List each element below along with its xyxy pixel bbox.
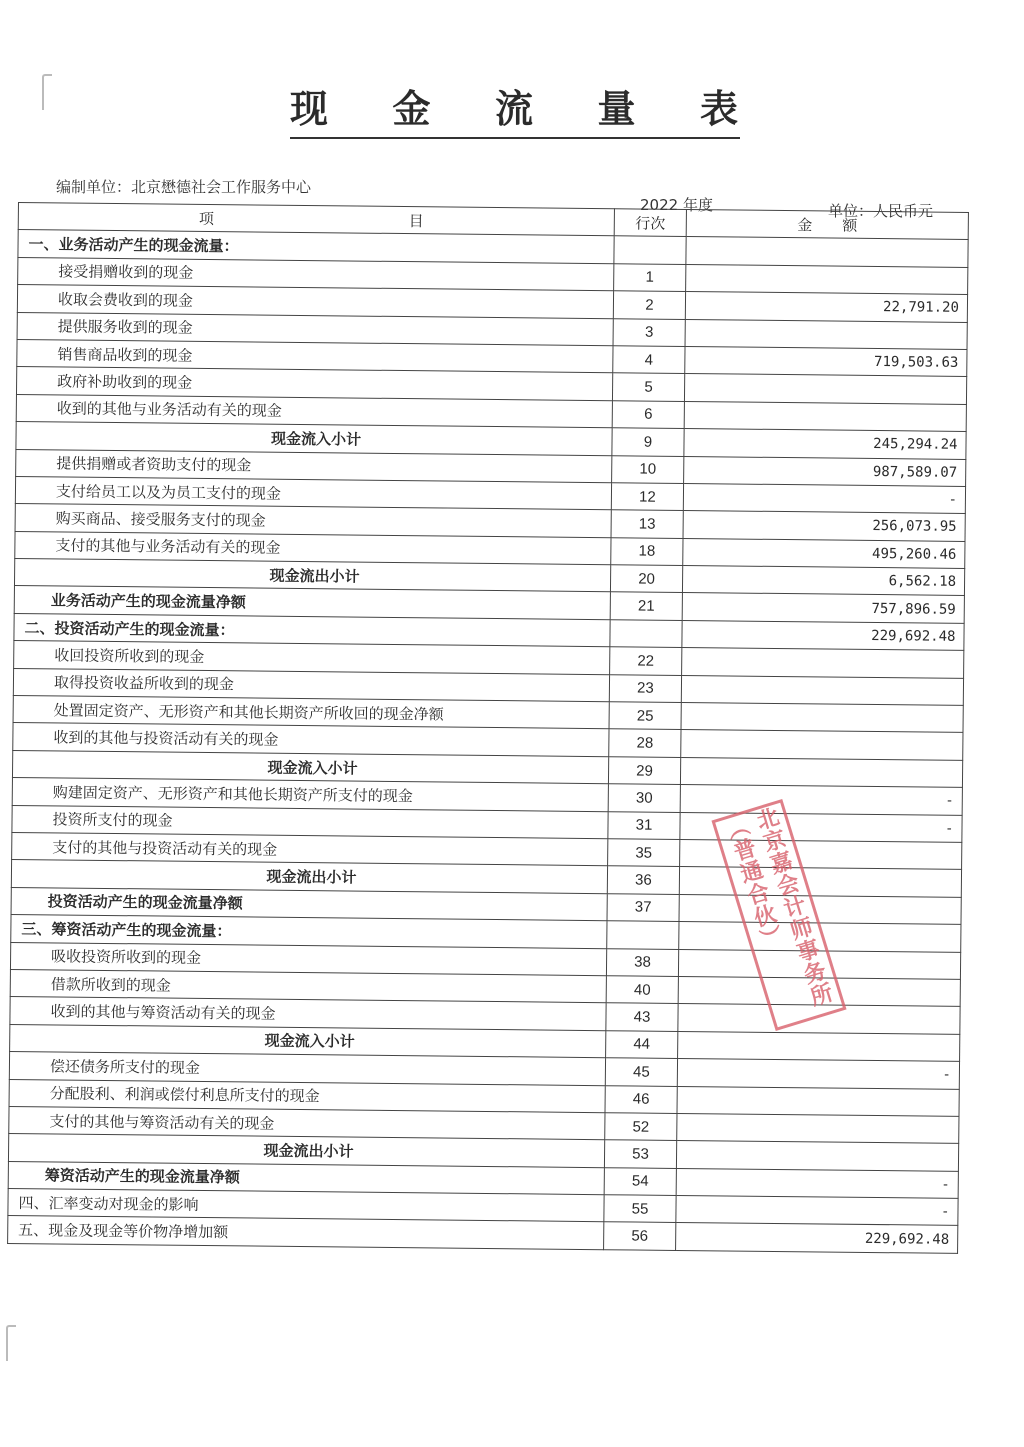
- header-amount: 金 额: [686, 210, 968, 240]
- row-amount: 256,073.95: [683, 511, 965, 541]
- header-item-right: 目: [408, 211, 424, 230]
- row-item-label: 购买商品、接受服务支付的现金: [15, 504, 611, 538]
- row-line-no: 12: [611, 483, 683, 511]
- row-amount: [684, 401, 966, 431]
- cash-flow-table-wrapper: [7, 202, 968, 1254]
- row-item-label: 现金流入小计: [10, 1024, 606, 1058]
- row-item-label: 业务活动产生的现金流量净额: [14, 586, 610, 620]
- row-amount: -: [683, 483, 965, 513]
- row-item-label: 购建固定资产、无形资产和其他长期资产所支付的现金: [12, 778, 608, 812]
- row-line-no: 28: [609, 729, 681, 757]
- row-amount: 495,260.46: [683, 538, 965, 568]
- row-amount: 719,503.63: [685, 346, 967, 376]
- row-item-label: 现金流出小计: [14, 559, 610, 593]
- row-line-no: 46: [605, 1085, 677, 1113]
- row-item-label: 三、筹资活动产生的现金流量：: [11, 915, 607, 949]
- row-item-label: 收回投资所收到的现金: [14, 641, 610, 675]
- row-line-no: 5: [612, 373, 684, 401]
- row-item-label: 销售商品收到的现金: [17, 339, 613, 373]
- row-line-no: 29: [608, 757, 680, 785]
- page-title: [290, 78, 740, 139]
- row-amount: [679, 867, 961, 897]
- row-line-no: 10: [612, 455, 684, 483]
- row-line-no: 23: [609, 674, 681, 702]
- row-line-no: 45: [605, 1058, 677, 1086]
- row-line-no: 4: [613, 346, 685, 374]
- seal-stamp: 北京嘉会计师事务所（普通合伙）: [711, 799, 846, 1031]
- binding-hole-mark: [42, 74, 52, 110]
- row-line-no: 22: [610, 647, 682, 675]
- row-line-no: 30: [608, 784, 680, 812]
- row-line-no: 20: [610, 565, 682, 593]
- row-amount: [680, 757, 962, 787]
- row-item-label: 吸收投资所收到的现金: [10, 942, 606, 976]
- row-amount: 245,294.24: [684, 429, 966, 459]
- row-item-label: 偿还债务所支付的现金: [9, 1052, 605, 1086]
- title-char: 金: [392, 86, 433, 131]
- row-item-label: 借款所收到的现金: [10, 969, 606, 1003]
- row-line-no: [614, 236, 686, 264]
- row-amount: [681, 675, 963, 705]
- row-line-no: 21: [610, 592, 682, 620]
- row-amount: 6,562.18: [682, 566, 964, 596]
- row-amount: [679, 894, 961, 924]
- row-item-label: 四、汇率变动对现金的影响: [8, 1189, 604, 1223]
- header-item-left: 项: [198, 209, 215, 228]
- row-amount: -: [680, 812, 962, 842]
- row-amount: [677, 1113, 959, 1143]
- row-amount: -: [676, 1196, 958, 1226]
- row-amount: [685, 319, 967, 349]
- row-item-label: 收到的其他与筹资活动有关的现金: [10, 997, 606, 1031]
- title-char: 流: [494, 86, 535, 131]
- row-item-label: 现金流出小计: [11, 860, 607, 894]
- row-amount: 229,692.48: [676, 1223, 958, 1253]
- row-amount: -: [680, 785, 962, 815]
- row-line-no: 35: [608, 839, 680, 867]
- row-amount: [678, 1031, 960, 1061]
- row-item-label: 收取会费收到的现金: [17, 285, 613, 319]
- row-item-label: 提供服务收到的现金: [17, 312, 613, 346]
- row-line-no: 31: [608, 811, 680, 839]
- row-item-label: 支付的其他与筹资活动有关的现金: [9, 1106, 605, 1140]
- row-amount: 757,896.59: [682, 593, 964, 623]
- binding-hole-mark: [6, 1325, 16, 1361]
- row-item-label: 现金流入小计: [16, 422, 612, 456]
- row-item-label: 五、现金及现金等价物净增加额: [8, 1216, 604, 1250]
- row-amount: 987,589.07: [684, 456, 966, 486]
- row-item-label: 筹资活动产生的现金流量净额: [8, 1161, 604, 1195]
- row-amount: [686, 264, 968, 294]
- row-amount: -: [677, 1059, 959, 1089]
- row-item-label: 提供捐赠或者资助支付的现金: [16, 449, 612, 483]
- row-line-no: 1: [614, 264, 686, 292]
- row-line-no: 52: [605, 1113, 677, 1141]
- row-item-label: 现金流入小计: [12, 750, 608, 784]
- row-item-label: 取得投资收益所收到的现金: [13, 668, 609, 702]
- header-line-no: 行次: [614, 209, 686, 237]
- row-item-label: 现金流出小计: [8, 1134, 604, 1168]
- org-label: 编制单位：北京懋德社会工作服务中心: [56, 178, 312, 196]
- title-char: 量: [597, 86, 638, 131]
- row-item-label: 支付的其他与业务活动有关的现金: [15, 531, 611, 565]
- row-line-no: 53: [604, 1140, 676, 1168]
- row-item-label: 收到的其他与业务活动有关的现金: [16, 394, 612, 428]
- row-line-no: 9: [612, 428, 684, 456]
- row-line-no: [610, 620, 682, 648]
- year-label: 2022 年度: [640, 196, 713, 214]
- row-item-label: 处置固定资产、无形资产和其他长期资产所收回的现金净额: [13, 696, 609, 730]
- row-item-label: 投资活动产生的现金流量净额: [11, 887, 607, 921]
- row-amount: [684, 374, 966, 404]
- row-item-label: 分配股利、利润或偿付利息所支付的现金: [9, 1079, 605, 1113]
- row-line-no: 37: [607, 893, 679, 921]
- row-amount: [682, 648, 964, 678]
- unit-label: 单位：人民币元: [828, 202, 934, 220]
- row-item-label: 支付给员工以及为员工支付的现金: [15, 476, 611, 510]
- row-line-no: 36: [607, 866, 679, 894]
- row-amount: [686, 237, 968, 267]
- row-amount: 229,692.48: [682, 620, 964, 650]
- row-item-label: 一、业务活动产生的现金流量：: [18, 230, 614, 264]
- row-line-no: 55: [604, 1195, 676, 1223]
- row-amount: -: [676, 1168, 958, 1198]
- row-amount: [681, 703, 963, 733]
- row-amount: [677, 1086, 959, 1116]
- row-item-label: 二、投资活动产生的现金流量：: [14, 613, 610, 647]
- row-item-label: 收到的其他与投资活动有关的现金: [13, 723, 609, 757]
- title-char: 表: [699, 86, 740, 131]
- row-line-no: 25: [609, 702, 681, 730]
- row-line-no: [607, 921, 679, 949]
- row-line-no: 43: [606, 1003, 678, 1031]
- row-line-no: 54: [604, 1167, 676, 1195]
- row-line-no: 3: [613, 318, 685, 346]
- row-line-no: 6: [612, 400, 684, 428]
- row-item-label: 支付的其他与投资活动有关的现金: [12, 832, 608, 866]
- row-amount: [681, 730, 963, 760]
- row-line-no: 2: [613, 291, 685, 319]
- row-line-no: 40: [606, 976, 678, 1004]
- row-item-label: 投资所支付的现金: [12, 805, 608, 839]
- cash-flow-table: [7, 202, 969, 1254]
- row-line-no: 13: [611, 510, 683, 538]
- row-amount: [676, 1141, 958, 1171]
- title-char: 现: [290, 86, 331, 131]
- row-line-no: 56: [604, 1222, 676, 1250]
- row-line-no: 18: [611, 537, 683, 565]
- row-line-no: 38: [606, 948, 678, 976]
- row-amount: 22,791.20: [685, 292, 967, 322]
- row-item-label: 接受捐赠收到的现金: [18, 257, 614, 291]
- row-item-label: 政府补助收到的现金: [16, 367, 612, 401]
- row-line-no: 44: [606, 1030, 678, 1058]
